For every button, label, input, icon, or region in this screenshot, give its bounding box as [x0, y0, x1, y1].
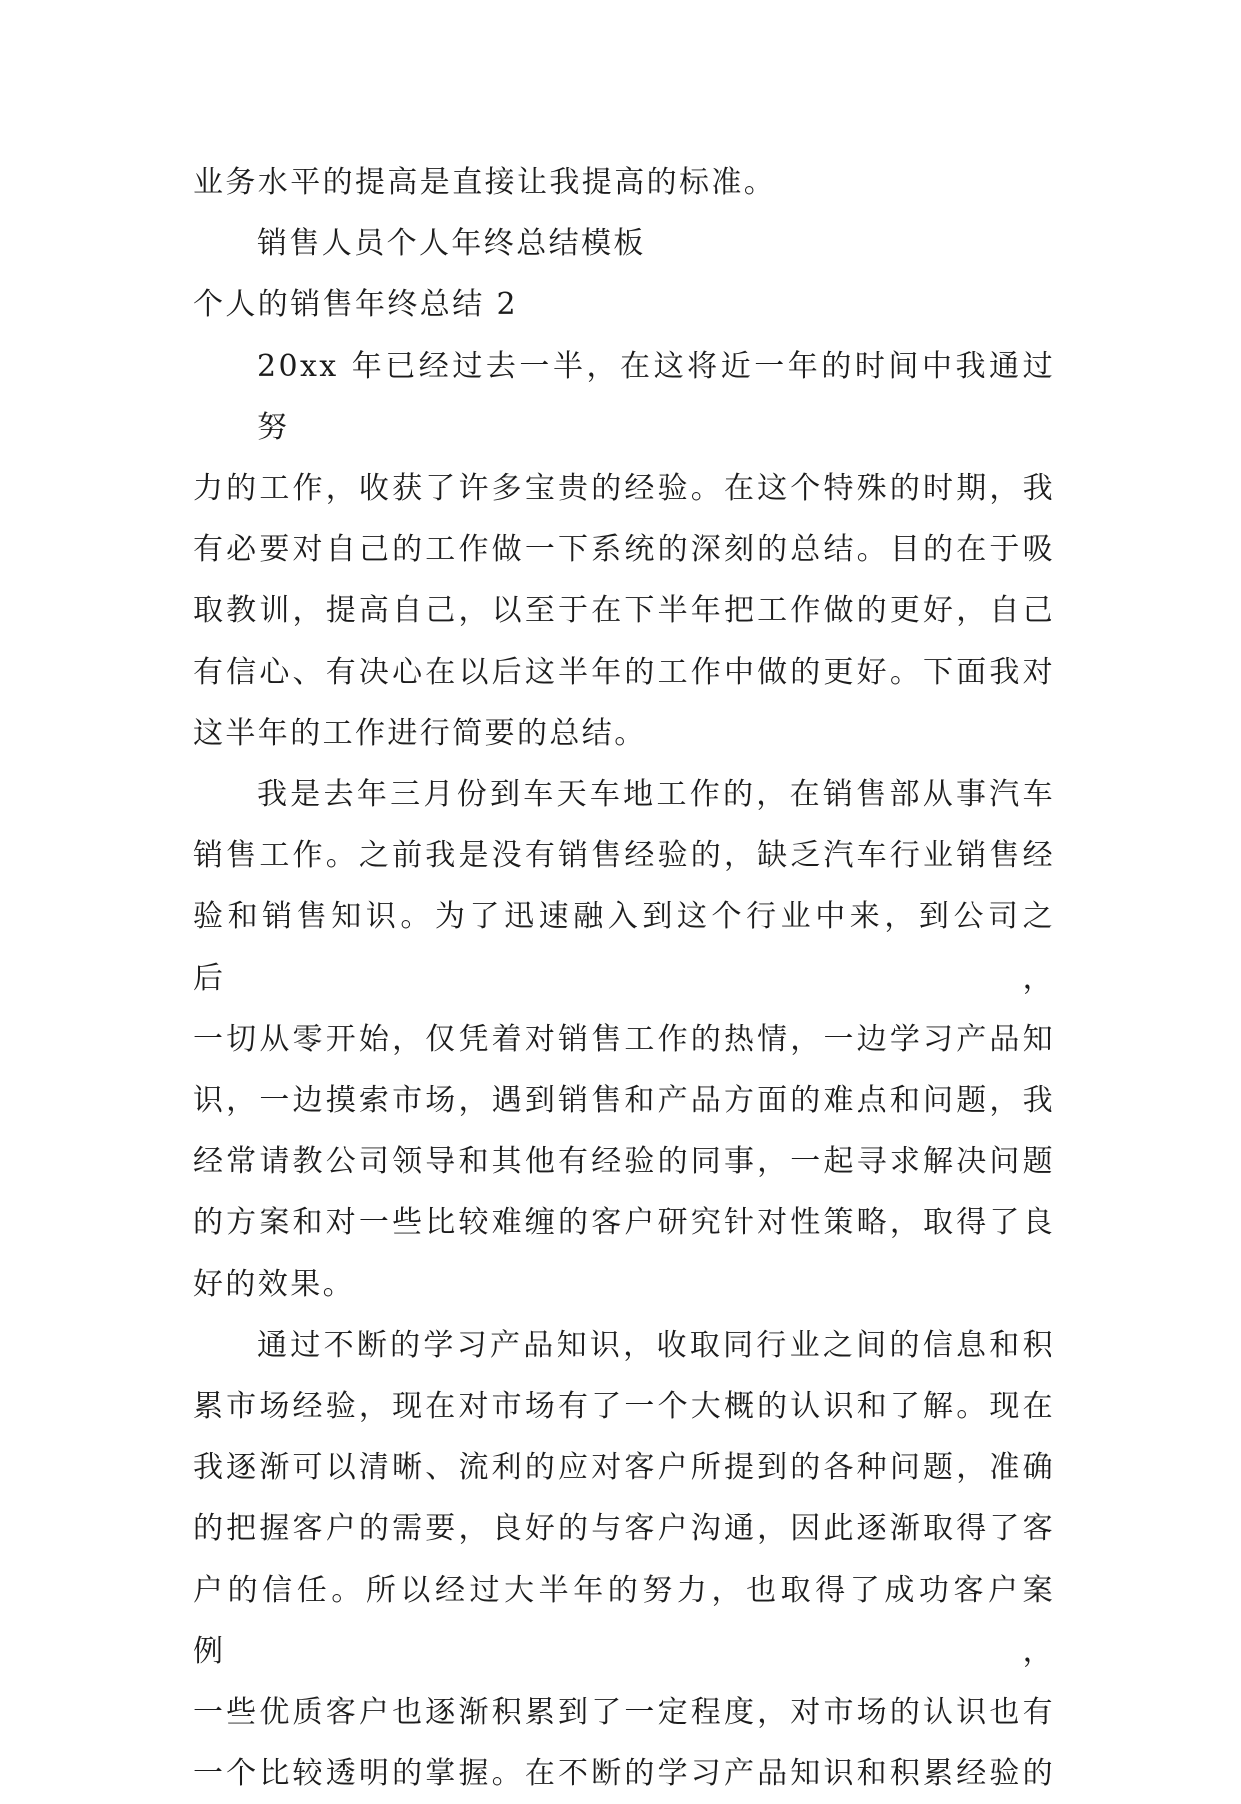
section-heading: 个人的销售年终总结 2 — [193, 287, 519, 323]
paragraph-line: 一些优质客户也逐渐积累到了一定程度，对市场的认识也有 — [193, 1695, 1055, 1731]
paragraph-line: 的方案和对一些比较难缠的客户研究针对性策略，取得了良 — [193, 1205, 1055, 1241]
document-body — [193, 152, 1055, 1804]
template-title: 销售人员个人年终总结模板 — [257, 226, 646, 262]
paragraph-1 — [193, 336, 1055, 764]
paragraph-line: 有必要对自己的工作做一下系统的深刻的总结。目的在于吸 — [193, 532, 1055, 568]
paragraph-line: 验和销售知识。为了迅速融入到这个行业中来，到公司之后， — [193, 899, 1055, 996]
paragraph-line: 通过不断的学习产品知识，收取同行业之间的信息和积 — [257, 1327, 1055, 1363]
paragraph-line: 20xx 年已经过去一半，在这将近一年的时间中我通过努 — [257, 348, 1055, 445]
paragraph-2 — [193, 764, 1055, 1315]
paragraph-line: 力的工作，收获了许多宝贵的经验。在这个特殊的时期，我 — [193, 471, 1055, 507]
paragraph-line: 好的效果。 — [193, 1266, 355, 1302]
paragraph-line: 我逐渐可以清晰、流利的应对客户所提到的各种问题，准确 — [193, 1450, 1055, 1486]
paragraph-line: 我是去年三月份到车天车地工作的，在销售部从事汽车 — [257, 777, 1055, 813]
paragraph-line: 取教训，提高自己，以至于在下半年把工作做的更好，自己 — [193, 593, 1055, 629]
paragraph-3 — [193, 1315, 1055, 1804]
paragraph-line: 识，一边摸索市场，遇到销售和产品方面的难点和问题，我 — [193, 1083, 1055, 1119]
paragraph-line: 一切从零开始，仅凭着对销售工作的热情，一边学习产品知 — [193, 1021, 1055, 1057]
paragraph-line: 的把握客户的需要，良好的与客户沟通，因此逐渐取得了客 — [193, 1511, 1055, 1547]
paragraph-line: 累市场经验，现在对市场有了一个大概的认识和了解。现在 — [193, 1389, 1055, 1425]
continuation-line: 业务水平的提高是直接让我提高的标准。 — [193, 165, 777, 200]
paragraph-line: 销售工作。之前我是没有销售经验的，缺乏汽车行业销售经 — [193, 838, 1055, 874]
paragraph-line: 户的信任。所以经过大半年的努力，也取得了成功客户案例， — [193, 1572, 1055, 1669]
paragraph-line: 这半年的工作进行简要的总结。 — [193, 715, 647, 751]
paragraph-line: 有信心、有决心在以后这半年的工作中做的更好。下面我对 — [193, 654, 1055, 690]
paragraph-line: 经常请教公司领导和其他有经验的同事，一起寻求解决问题 — [193, 1144, 1055, 1180]
paragraph-line: 一个比较透明的掌握。在不断的学习产品知识和积累经验的 — [193, 1756, 1055, 1792]
